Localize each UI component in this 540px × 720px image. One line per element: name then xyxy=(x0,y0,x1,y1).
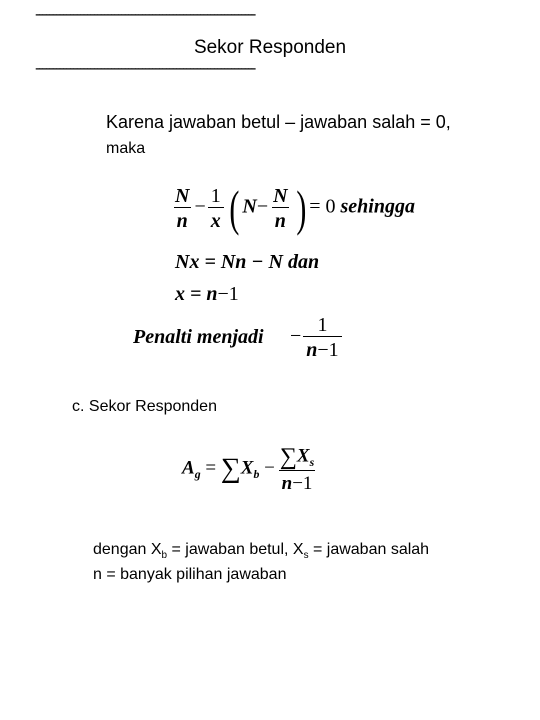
ag-g-sub: g xyxy=(194,468,201,482)
ag-den-rest: −1 xyxy=(292,473,313,494)
penalty-label xyxy=(133,326,264,349)
eq1-right-paren: ) xyxy=(295,180,306,236)
penalty-minus: − xyxy=(290,325,302,348)
ag-den-n: n xyxy=(281,473,293,494)
eq1-frac2-den: x xyxy=(208,207,224,231)
eq1-frac3-den: n xyxy=(272,207,289,231)
ag-Xs: X xyxy=(296,445,310,467)
definition-line-2: n = banyak pilihan jawaban xyxy=(93,566,287,583)
equation-3 xyxy=(175,283,239,306)
top-divider: ---------------------------------------------------------------- xyxy=(35,6,255,23)
def-sub-s: s xyxy=(303,550,309,562)
page-title: Sekor Responden xyxy=(193,37,347,58)
eq1-inner-minus: − xyxy=(256,195,269,218)
penalty-text: Penalti menjadi xyxy=(133,326,264,348)
equation-1 xyxy=(170,180,415,236)
formula-ag xyxy=(182,445,319,493)
eq1-frac2-num: 1 xyxy=(210,184,221,207)
ag-b-sub: b xyxy=(253,468,260,482)
penalty-numerator: 1 xyxy=(317,314,328,336)
def-sub-b: b xyxy=(161,550,168,562)
intro-line-1: Karena jawaban betul – jawaban salah = 0, xyxy=(106,112,451,132)
eq3-lhs: x = n xyxy=(175,283,218,305)
eq1-frac-num: N xyxy=(175,184,190,207)
equation-2: Nx = Nn − N dan xyxy=(175,251,320,273)
definition-line-1 xyxy=(93,541,429,561)
ag-minus: − xyxy=(264,457,275,479)
def-mid: = jawaban betul, X xyxy=(167,541,304,558)
intro-line-2: maka xyxy=(106,140,146,157)
bottom-divider: ---------------------------------------------------------------- xyxy=(35,60,255,77)
ag-s-sub: s xyxy=(309,456,315,470)
ag-Xb: X xyxy=(240,457,254,479)
eq1-sehingga: sehingga xyxy=(340,195,415,218)
ag-sigma-2: ∑ xyxy=(279,444,297,470)
penalty-den-rest: −1 xyxy=(317,339,339,361)
def-prefix: dengan X xyxy=(93,541,162,558)
def-suffix: = jawaban salah xyxy=(308,541,430,558)
ag-A: A xyxy=(182,457,195,479)
eq3-rhs: −1 xyxy=(217,283,239,305)
eq1-left-paren: ( xyxy=(229,180,240,236)
penalty-den-n: n xyxy=(306,339,318,361)
ag-equals: = xyxy=(205,457,217,479)
eq1-equals-zero: = 0 xyxy=(309,195,336,218)
ag-sigma-1: ∑ xyxy=(220,453,241,484)
eq1-minus: − xyxy=(194,195,206,218)
section-c-heading: c. Sekor Responden xyxy=(72,398,217,415)
eq1-frac3-num: N xyxy=(273,184,288,207)
eq1-frac-den: n xyxy=(174,207,191,231)
penalty-formula xyxy=(290,315,344,360)
eq1-inner-N: N xyxy=(242,195,257,218)
